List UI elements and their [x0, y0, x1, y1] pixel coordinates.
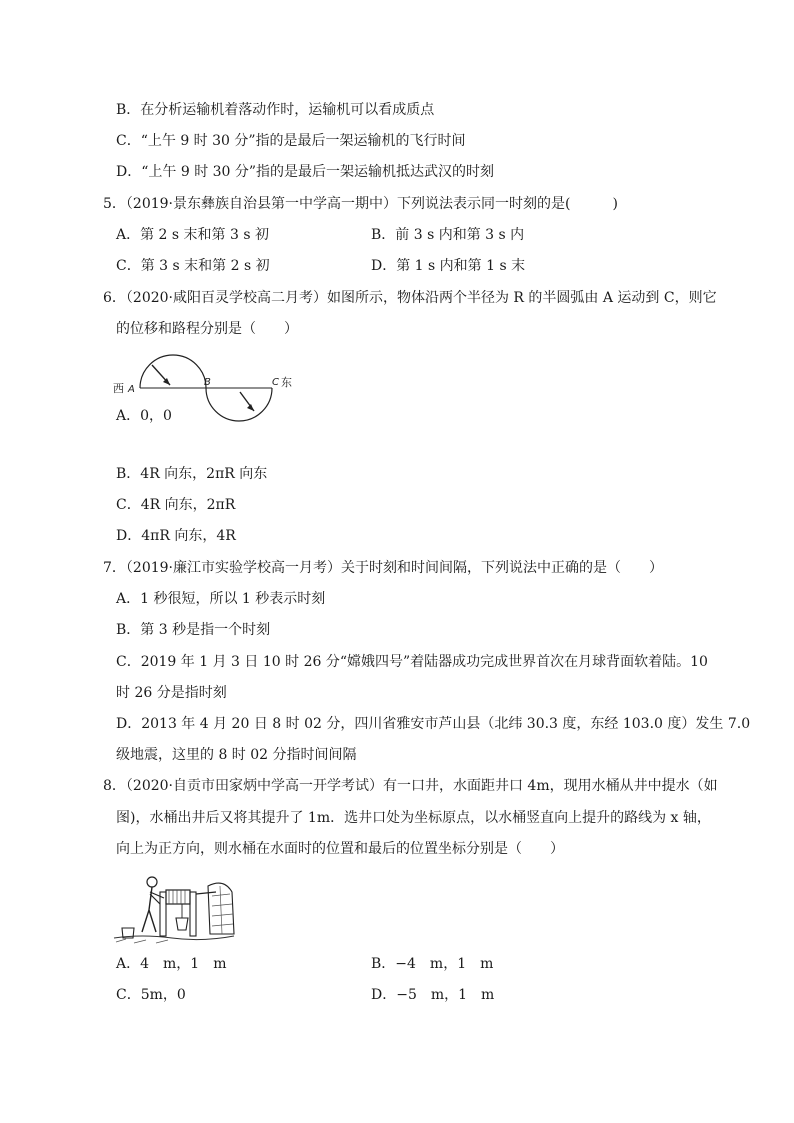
q5-option-d: D．第 1 s 内和第 1 s 末	[371, 258, 526, 274]
q8-option-d: D．−5 m，1 m	[371, 987, 495, 1003]
q6-upper-semicircle	[140, 355, 206, 388]
q7-stem: 7．（2019·廉江市实验学校高一月考）关于时刻和时间间隔，下列说法中正确的是（ ）	[103, 560, 663, 576]
q4-option-d: D．“上午 9 时 30 分”指的是最后一架运输机抵达武汉的时刻	[116, 164, 495, 180]
q6-option-b: B．4R 向东，2πR 向东	[116, 466, 268, 482]
q5-option-a: A．第 2 s 末和第 3 s 初	[116, 227, 269, 243]
q5-option-c: C．第 3 s 末和第 2 s 初	[116, 258, 270, 274]
q8-well-illustration	[112, 868, 236, 946]
windlass-post-right	[190, 892, 196, 936]
q7-option-c-line1: C．2019 年 1 月 3 日 10 时 26 分“嫦娥四号”着陆器成功完成世界首次在月球背面软着陆。10	[116, 654, 708, 670]
q8-stem-line3: 向上为正方向，则水桶在水面时的位置和最后的位置坐标分别是（ ）	[116, 841, 564, 857]
bucket-hanging	[176, 918, 188, 930]
q8-option-b: B．−4 m，1 m	[371, 956, 494, 972]
q7-option-d-line2: 级地震，这里的 8 时 02 分指时间间隔	[116, 747, 357, 763]
q6-label-a: A	[128, 384, 135, 395]
q7-option-d-line1: D．2013 年 4 月 20 日 8 时 02 分，四川省雅安市芦山县（北纬 30.3 度，东经 103.0 度）发生 7.0	[116, 716, 751, 732]
q8-option-c: C．5m，0	[116, 987, 186, 1003]
q6-option-c: C．4R 向东，2πR	[116, 497, 236, 513]
q8-option-a: A．4 m，1 m	[116, 956, 227, 972]
q6-label-c: C	[272, 377, 279, 388]
q6-label-b: B	[204, 377, 211, 388]
q8-stem-line1: 8．（2020·自贡市田家炳中学高一开学考试）有一口井，水面距井口 4m，现用水桶从井中提水（如	[103, 778, 718, 794]
q6-option-a: A．0，0	[116, 408, 172, 424]
q5-stem: 5．（2019·景东彝族自治县第一中学高一期中）下列说法表示同一时刻的是( )	[103, 196, 618, 212]
q7-option-b: B．第 3 秒是指一个时刻	[116, 622, 271, 638]
q6-stem-line1: 6．（2020·咸阳百灵学校高二月考）如图所示，物体沿两个半径为 R 的半圆弧由 A 运动到 C，则它	[103, 290, 717, 306]
windlass-post-left	[160, 892, 166, 936]
q6-lower-semicircle	[206, 388, 272, 421]
q6-option-d: D．4πR 向东，4R	[116, 528, 236, 544]
q6-stem-line2: 的位移和路程分别是（ ）	[116, 321, 298, 337]
q8-stem-line2: 图)，水桶出井后又将其提升了 1m．选井口处为坐标原点，以水桶竖直向上提升的路线为 x 轴，	[116, 810, 711, 826]
q4-option-b: B．在分析运输机着落动作时，运输机可以看成质点	[116, 102, 435, 118]
person-head	[147, 877, 157, 887]
q4-option-c: C．“上午 9 时 30 分”指的是最后一架运输机的飞行时间	[116, 133, 466, 149]
q7-option-c-line2: 时 26 分是指时刻	[116, 685, 227, 701]
q5-option-b: B．前 3 s 内和第 3 s 内	[371, 227, 525, 243]
windlass-drum	[166, 890, 190, 904]
q6-label-west: 西	[113, 382, 124, 395]
q7-option-a: A．1 秒很短，所以 1 秒表示时刻	[116, 591, 326, 607]
q6-label-east: 东	[281, 376, 292, 389]
